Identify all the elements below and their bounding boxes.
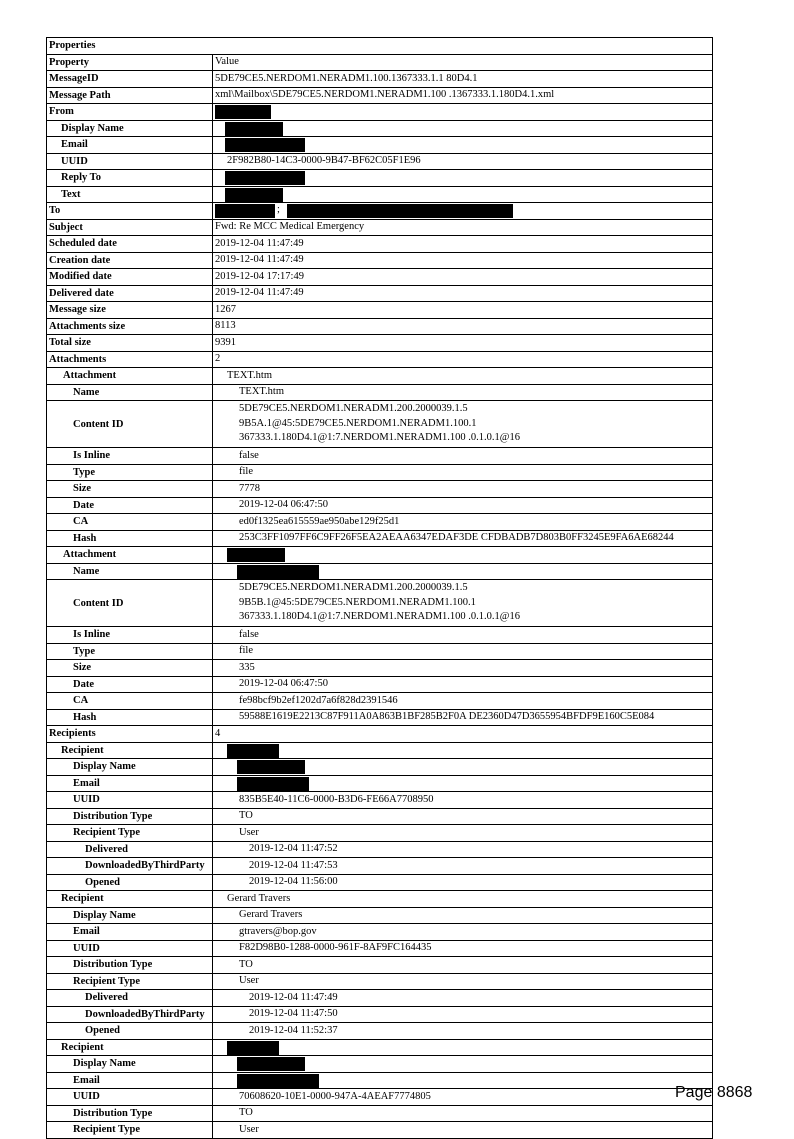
table-row bbox=[47, 1073, 712, 1090]
property-value bbox=[213, 726, 712, 742]
table-row bbox=[47, 693, 712, 710]
property-value bbox=[213, 531, 712, 547]
table-row bbox=[47, 941, 712, 958]
property-value bbox=[213, 1089, 712, 1105]
table-row bbox=[47, 465, 712, 482]
property-label: Attachments size bbox=[47, 319, 213, 335]
value-text: 8113 bbox=[215, 320, 236, 332]
table-row bbox=[47, 71, 712, 88]
value-text: fe98bcf9b2ef1202d7a6f828d2391546 bbox=[239, 694, 398, 706]
property-value bbox=[213, 924, 712, 940]
property-label: Email bbox=[47, 1073, 213, 1089]
table-row bbox=[47, 1007, 712, 1024]
table-row bbox=[47, 55, 712, 72]
value-text: 2019-12-04 17:17:49 bbox=[215, 270, 304, 282]
property-value bbox=[213, 286, 712, 302]
table-body bbox=[47, 55, 712, 1138]
property-value bbox=[213, 1056, 712, 1072]
content-id-line: 5DE79CE5.NERDOM1.NERADM1.200.2000039.1.5 bbox=[239, 403, 468, 415]
property-label: Opened bbox=[47, 1023, 213, 1039]
value-text: 2019-12-04 11:47:49 bbox=[249, 991, 338, 1003]
property-value bbox=[213, 564, 712, 580]
property-label: Message size bbox=[47, 302, 213, 318]
property-label: Date bbox=[47, 677, 213, 693]
property-value bbox=[213, 368, 712, 384]
table-row bbox=[47, 137, 712, 154]
table-row bbox=[47, 368, 712, 385]
redaction-box bbox=[215, 204, 275, 218]
page-number: Page 8868 bbox=[675, 1084, 753, 1101]
property-label: Reply To bbox=[47, 170, 213, 186]
value-text: 7778 bbox=[239, 482, 260, 494]
property-label: Display Name bbox=[47, 759, 213, 775]
property-value bbox=[213, 401, 712, 447]
property-label: Distribution Type bbox=[47, 1106, 213, 1122]
property-value bbox=[213, 1040, 712, 1056]
table-row bbox=[47, 743, 712, 760]
property-value bbox=[213, 957, 712, 973]
value-text: 2019-12-04 11:47:52 bbox=[249, 843, 338, 855]
property-value bbox=[213, 154, 712, 170]
value-text: ; bbox=[277, 204, 280, 215]
property-value bbox=[213, 825, 712, 841]
redaction-box bbox=[225, 171, 305, 185]
property-value bbox=[213, 842, 712, 858]
table-title-row bbox=[47, 38, 712, 55]
property-value bbox=[213, 710, 712, 726]
property-value bbox=[213, 236, 712, 252]
property-label: Recipient bbox=[47, 891, 213, 907]
property-label: Display Name bbox=[47, 1056, 213, 1072]
property-label: Recipient Type bbox=[47, 974, 213, 990]
property-value bbox=[213, 1122, 712, 1138]
table-row bbox=[47, 319, 712, 336]
value-text: 5DE79CE5.NERDOM1.NERADM1.100.1367333.1.1 80D4.1 bbox=[215, 72, 478, 84]
table-row bbox=[47, 759, 712, 776]
value-text: TO bbox=[239, 958, 253, 970]
table-row bbox=[47, 1056, 712, 1073]
property-label: Type bbox=[47, 465, 213, 481]
property-value bbox=[213, 759, 712, 775]
table-row bbox=[47, 401, 712, 448]
table-row bbox=[47, 627, 712, 644]
value-text: 2019-12-04 11:47:53 bbox=[249, 859, 338, 871]
property-value bbox=[213, 908, 712, 924]
table-row bbox=[47, 385, 712, 402]
content-id-line: 9B5A.1@45:5DE79CE5.NERDOM1.NERADM1.100.1 bbox=[239, 417, 477, 429]
property-value bbox=[213, 580, 712, 626]
property-value bbox=[213, 627, 712, 643]
property-label: Email bbox=[47, 924, 213, 940]
table-row bbox=[47, 1023, 712, 1040]
table-row bbox=[47, 154, 712, 171]
value-text: 2019-12-04 06:47:50 bbox=[239, 499, 328, 511]
table-row bbox=[47, 776, 712, 793]
redaction-box bbox=[227, 548, 285, 562]
value-text: 2019-12-04 11:47:50 bbox=[249, 1008, 338, 1020]
table-row bbox=[47, 352, 712, 369]
table-row bbox=[47, 564, 712, 581]
table-row bbox=[47, 580, 712, 627]
value-text: 253C3FF1097FF6C9FF26F5EA2AEAA6347EDAF3DE CFDBADB7D803B0FF3245E9FA6AE68244 bbox=[239, 532, 674, 544]
redaction-box bbox=[225, 138, 305, 152]
property-value bbox=[213, 792, 712, 808]
table-row bbox=[47, 990, 712, 1007]
value-text: gtravers@bop.gov bbox=[239, 925, 317, 937]
value-text: F82D98B0-1288-0000-961F-8AF9FC164435 bbox=[239, 942, 432, 954]
content-id-line: 9B5B.1@45:5DE79CE5.NERDOM1.NERADM1.100.1 bbox=[239, 596, 476, 608]
property-label: Text bbox=[47, 187, 213, 203]
property-label: Property bbox=[47, 55, 213, 71]
property-label: To bbox=[47, 203, 213, 219]
property-value bbox=[213, 465, 712, 481]
property-value bbox=[213, 253, 712, 269]
table-row bbox=[47, 644, 712, 661]
property-label: MessageID bbox=[47, 71, 213, 87]
table-row bbox=[47, 1122, 712, 1138]
value-text: 835B5E40-11C6-0000-B3D6-FE66A7708950 bbox=[239, 793, 434, 805]
value-text: 4 bbox=[215, 727, 221, 739]
property-label: UUID bbox=[47, 941, 213, 957]
property-label: Recipient bbox=[47, 1040, 213, 1056]
table-row bbox=[47, 710, 712, 727]
property-value bbox=[213, 743, 712, 759]
content-id-line: 367333.1.180D4.1@1:7.NERDOM1.NERADM1.100 .0.1.0.1@16 bbox=[239, 432, 520, 444]
value-text: 2F982B80-14C3-0000-9B47-BF62C05F1E96 bbox=[227, 155, 421, 167]
table-row bbox=[47, 891, 712, 908]
property-value bbox=[213, 352, 712, 368]
property-label: Name bbox=[47, 385, 213, 401]
value-text: 2019-12-04 11:47:49 bbox=[215, 287, 304, 299]
value-text: 2 bbox=[215, 353, 221, 365]
property-value bbox=[213, 693, 712, 709]
redaction-box bbox=[237, 1074, 319, 1088]
table-row bbox=[47, 203, 712, 220]
value-text: Gerard Travers bbox=[239, 909, 303, 921]
property-value bbox=[213, 335, 712, 351]
value-text: 2019-12-04 11:56:00 bbox=[249, 876, 338, 888]
property-label: Content ID bbox=[47, 401, 213, 447]
value-text: User bbox=[239, 975, 259, 987]
table-row bbox=[47, 908, 712, 925]
table-row bbox=[47, 547, 712, 564]
table-row bbox=[47, 253, 712, 270]
property-value bbox=[213, 514, 712, 530]
table-row bbox=[47, 170, 712, 187]
value-text: 2019-12-04 11:47:49 bbox=[215, 237, 304, 249]
content-id-line: 367333.1.180D4.1@1:7.NERDOM1.NERADM1.100 .0.1.0.1@16 bbox=[239, 611, 520, 623]
value-text: 2019-12-04 11:47:49 bbox=[215, 254, 304, 266]
property-label: Modified date bbox=[47, 269, 213, 285]
property-value bbox=[213, 448, 712, 464]
property-label: Message Path bbox=[47, 88, 213, 104]
property-value bbox=[213, 875, 712, 891]
property-value bbox=[213, 269, 712, 285]
table-row bbox=[47, 1040, 712, 1057]
property-value bbox=[213, 385, 712, 401]
property-label: Recipient Type bbox=[47, 1122, 213, 1138]
property-label: Distribution Type bbox=[47, 957, 213, 973]
table-row bbox=[47, 481, 712, 498]
redaction-box bbox=[287, 204, 513, 218]
property-label: Is Inline bbox=[47, 627, 213, 643]
table-row bbox=[47, 875, 712, 892]
property-value bbox=[213, 660, 712, 676]
property-value bbox=[213, 104, 712, 120]
property-label: Attachment bbox=[47, 547, 213, 563]
redaction-box bbox=[225, 122, 283, 136]
property-label: CA bbox=[47, 693, 213, 709]
property-label: Type bbox=[47, 644, 213, 660]
property-label: Email bbox=[47, 776, 213, 792]
property-value bbox=[213, 71, 712, 87]
table-row bbox=[47, 236, 712, 253]
table-row bbox=[47, 792, 712, 809]
value-text: User bbox=[239, 826, 259, 838]
property-label: DownloadedByThirdParty bbox=[47, 1007, 213, 1023]
table-row bbox=[47, 88, 712, 105]
property-label: Creation date bbox=[47, 253, 213, 269]
redaction-box bbox=[237, 760, 305, 774]
table-row bbox=[47, 726, 712, 743]
property-label: Is Inline bbox=[47, 448, 213, 464]
table-row bbox=[47, 187, 712, 204]
redaction-box bbox=[227, 1041, 279, 1055]
properties-table bbox=[46, 37, 713, 1139]
property-label: DownloadedByThirdParty bbox=[47, 858, 213, 874]
property-value bbox=[213, 644, 712, 660]
property-label: Distribution Type bbox=[47, 809, 213, 825]
property-label: Opened bbox=[47, 875, 213, 891]
table-row bbox=[47, 302, 712, 319]
value-text: 2019-12-04 11:52:37 bbox=[249, 1024, 338, 1036]
value-text: 335 bbox=[239, 661, 255, 673]
property-label: Display Name bbox=[47, 121, 213, 137]
redaction-box bbox=[227, 744, 279, 758]
table-row bbox=[47, 220, 712, 237]
property-label: Name bbox=[47, 564, 213, 580]
property-value bbox=[213, 974, 712, 990]
property-label: Display Name bbox=[47, 908, 213, 924]
table-row bbox=[47, 825, 712, 842]
property-value bbox=[213, 809, 712, 825]
property-label: Recipients bbox=[47, 726, 213, 742]
property-value bbox=[213, 1106, 712, 1122]
table-row bbox=[47, 974, 712, 991]
table-row bbox=[47, 104, 712, 121]
property-value bbox=[213, 677, 712, 693]
redaction-box bbox=[225, 188, 283, 202]
property-value bbox=[213, 302, 712, 318]
property-label: UUID bbox=[47, 792, 213, 808]
property-value bbox=[213, 858, 712, 874]
table-row bbox=[47, 1089, 712, 1106]
property-value bbox=[213, 1007, 712, 1023]
property-value bbox=[213, 121, 712, 137]
property-label: Total size bbox=[47, 335, 213, 351]
value-text: TO bbox=[239, 1107, 253, 1119]
property-value bbox=[213, 776, 712, 792]
value-text: User bbox=[239, 1123, 259, 1135]
property-value bbox=[213, 203, 712, 219]
value-text: file bbox=[239, 466, 253, 478]
property-label: Size bbox=[47, 660, 213, 676]
property-label: Content ID bbox=[47, 580, 213, 626]
property-value bbox=[213, 1073, 712, 1089]
property-value bbox=[213, 187, 712, 203]
property-label: Scheduled date bbox=[47, 236, 213, 252]
property-value bbox=[213, 990, 712, 1006]
table-row bbox=[47, 286, 712, 303]
property-label: UUID bbox=[47, 154, 213, 170]
property-label: Date bbox=[47, 498, 213, 514]
value-text: 59588E1619E2213C87F911A0A863B1BF285B2F0A DE2360D47D3655954BFDF9E160C5E084 bbox=[239, 711, 655, 723]
table-row bbox=[47, 498, 712, 515]
property-value bbox=[213, 220, 712, 236]
table-row bbox=[47, 514, 712, 531]
table-row bbox=[47, 809, 712, 826]
property-label: Hash bbox=[47, 710, 213, 726]
property-label: Recipient bbox=[47, 743, 213, 759]
value-text: 2019-12-04 06:47:50 bbox=[239, 678, 328, 690]
table-row bbox=[47, 858, 712, 875]
property-value bbox=[213, 170, 712, 186]
value-text: TO bbox=[239, 810, 253, 822]
table-row bbox=[47, 957, 712, 974]
property-value bbox=[213, 1023, 712, 1039]
redaction-box bbox=[237, 1057, 305, 1071]
value-text: Value bbox=[215, 56, 239, 68]
property-label: Attachments bbox=[47, 352, 213, 368]
table-row bbox=[47, 531, 712, 548]
value-text: 70608620-10E1-0000-947A-4AEAF7774805 bbox=[239, 1090, 431, 1102]
value-text: false bbox=[239, 449, 259, 461]
property-label: Delivered bbox=[47, 990, 213, 1006]
table-row bbox=[47, 121, 712, 138]
table-title: Properties bbox=[49, 40, 96, 52]
value-text: 1267 bbox=[215, 303, 236, 315]
property-value bbox=[213, 319, 712, 335]
property-label: Attachment bbox=[47, 368, 213, 384]
property-value bbox=[213, 498, 712, 514]
property-value bbox=[213, 137, 712, 153]
table-row bbox=[47, 842, 712, 859]
property-value bbox=[213, 891, 712, 907]
table-row bbox=[47, 660, 712, 677]
table-row bbox=[47, 269, 712, 286]
value-text: false bbox=[239, 628, 259, 640]
value-text: xml\Mailbox\5DE79CE5.NERDOM1.NERADM1.100 .1367333.1.180D4.1.xml bbox=[215, 89, 555, 101]
property-label: Subject bbox=[47, 220, 213, 236]
value-text: 9391 bbox=[215, 336, 236, 348]
property-label: Delivered bbox=[47, 842, 213, 858]
table-row bbox=[47, 677, 712, 694]
table-row bbox=[47, 1106, 712, 1123]
content-id-line: 5DE79CE5.NERDOM1.NERADM1.200.2000039.1.5 bbox=[239, 582, 468, 594]
value-text: Gerard Travers bbox=[227, 892, 291, 904]
table-row bbox=[47, 335, 712, 352]
property-label: From bbox=[47, 104, 213, 120]
property-value bbox=[213, 55, 712, 71]
property-label: CA bbox=[47, 514, 213, 530]
redaction-box bbox=[215, 105, 271, 119]
property-value bbox=[213, 481, 712, 497]
property-value bbox=[213, 941, 712, 957]
value-text: TEXT.htm bbox=[239, 386, 285, 398]
property-label: UUID bbox=[47, 1089, 213, 1105]
redaction-box bbox=[237, 565, 319, 579]
property-label: Size bbox=[47, 481, 213, 497]
table-row bbox=[47, 924, 712, 941]
property-label: Delivered date bbox=[47, 286, 213, 302]
property-value bbox=[213, 547, 712, 563]
table-row bbox=[47, 448, 712, 465]
value-text: Fwd: Re MCC Medical Emergency bbox=[215, 221, 365, 233]
value-text: file bbox=[239, 645, 253, 657]
value-text: ed0f1325ea615559ae950abe129f25d1 bbox=[239, 515, 400, 527]
property-label: Email bbox=[47, 137, 213, 153]
value-text: TEXT.htm bbox=[227, 369, 273, 381]
property-value bbox=[213, 88, 712, 104]
property-label: Hash bbox=[47, 531, 213, 547]
redaction-box bbox=[237, 777, 309, 791]
property-label: Recipient Type bbox=[47, 825, 213, 841]
